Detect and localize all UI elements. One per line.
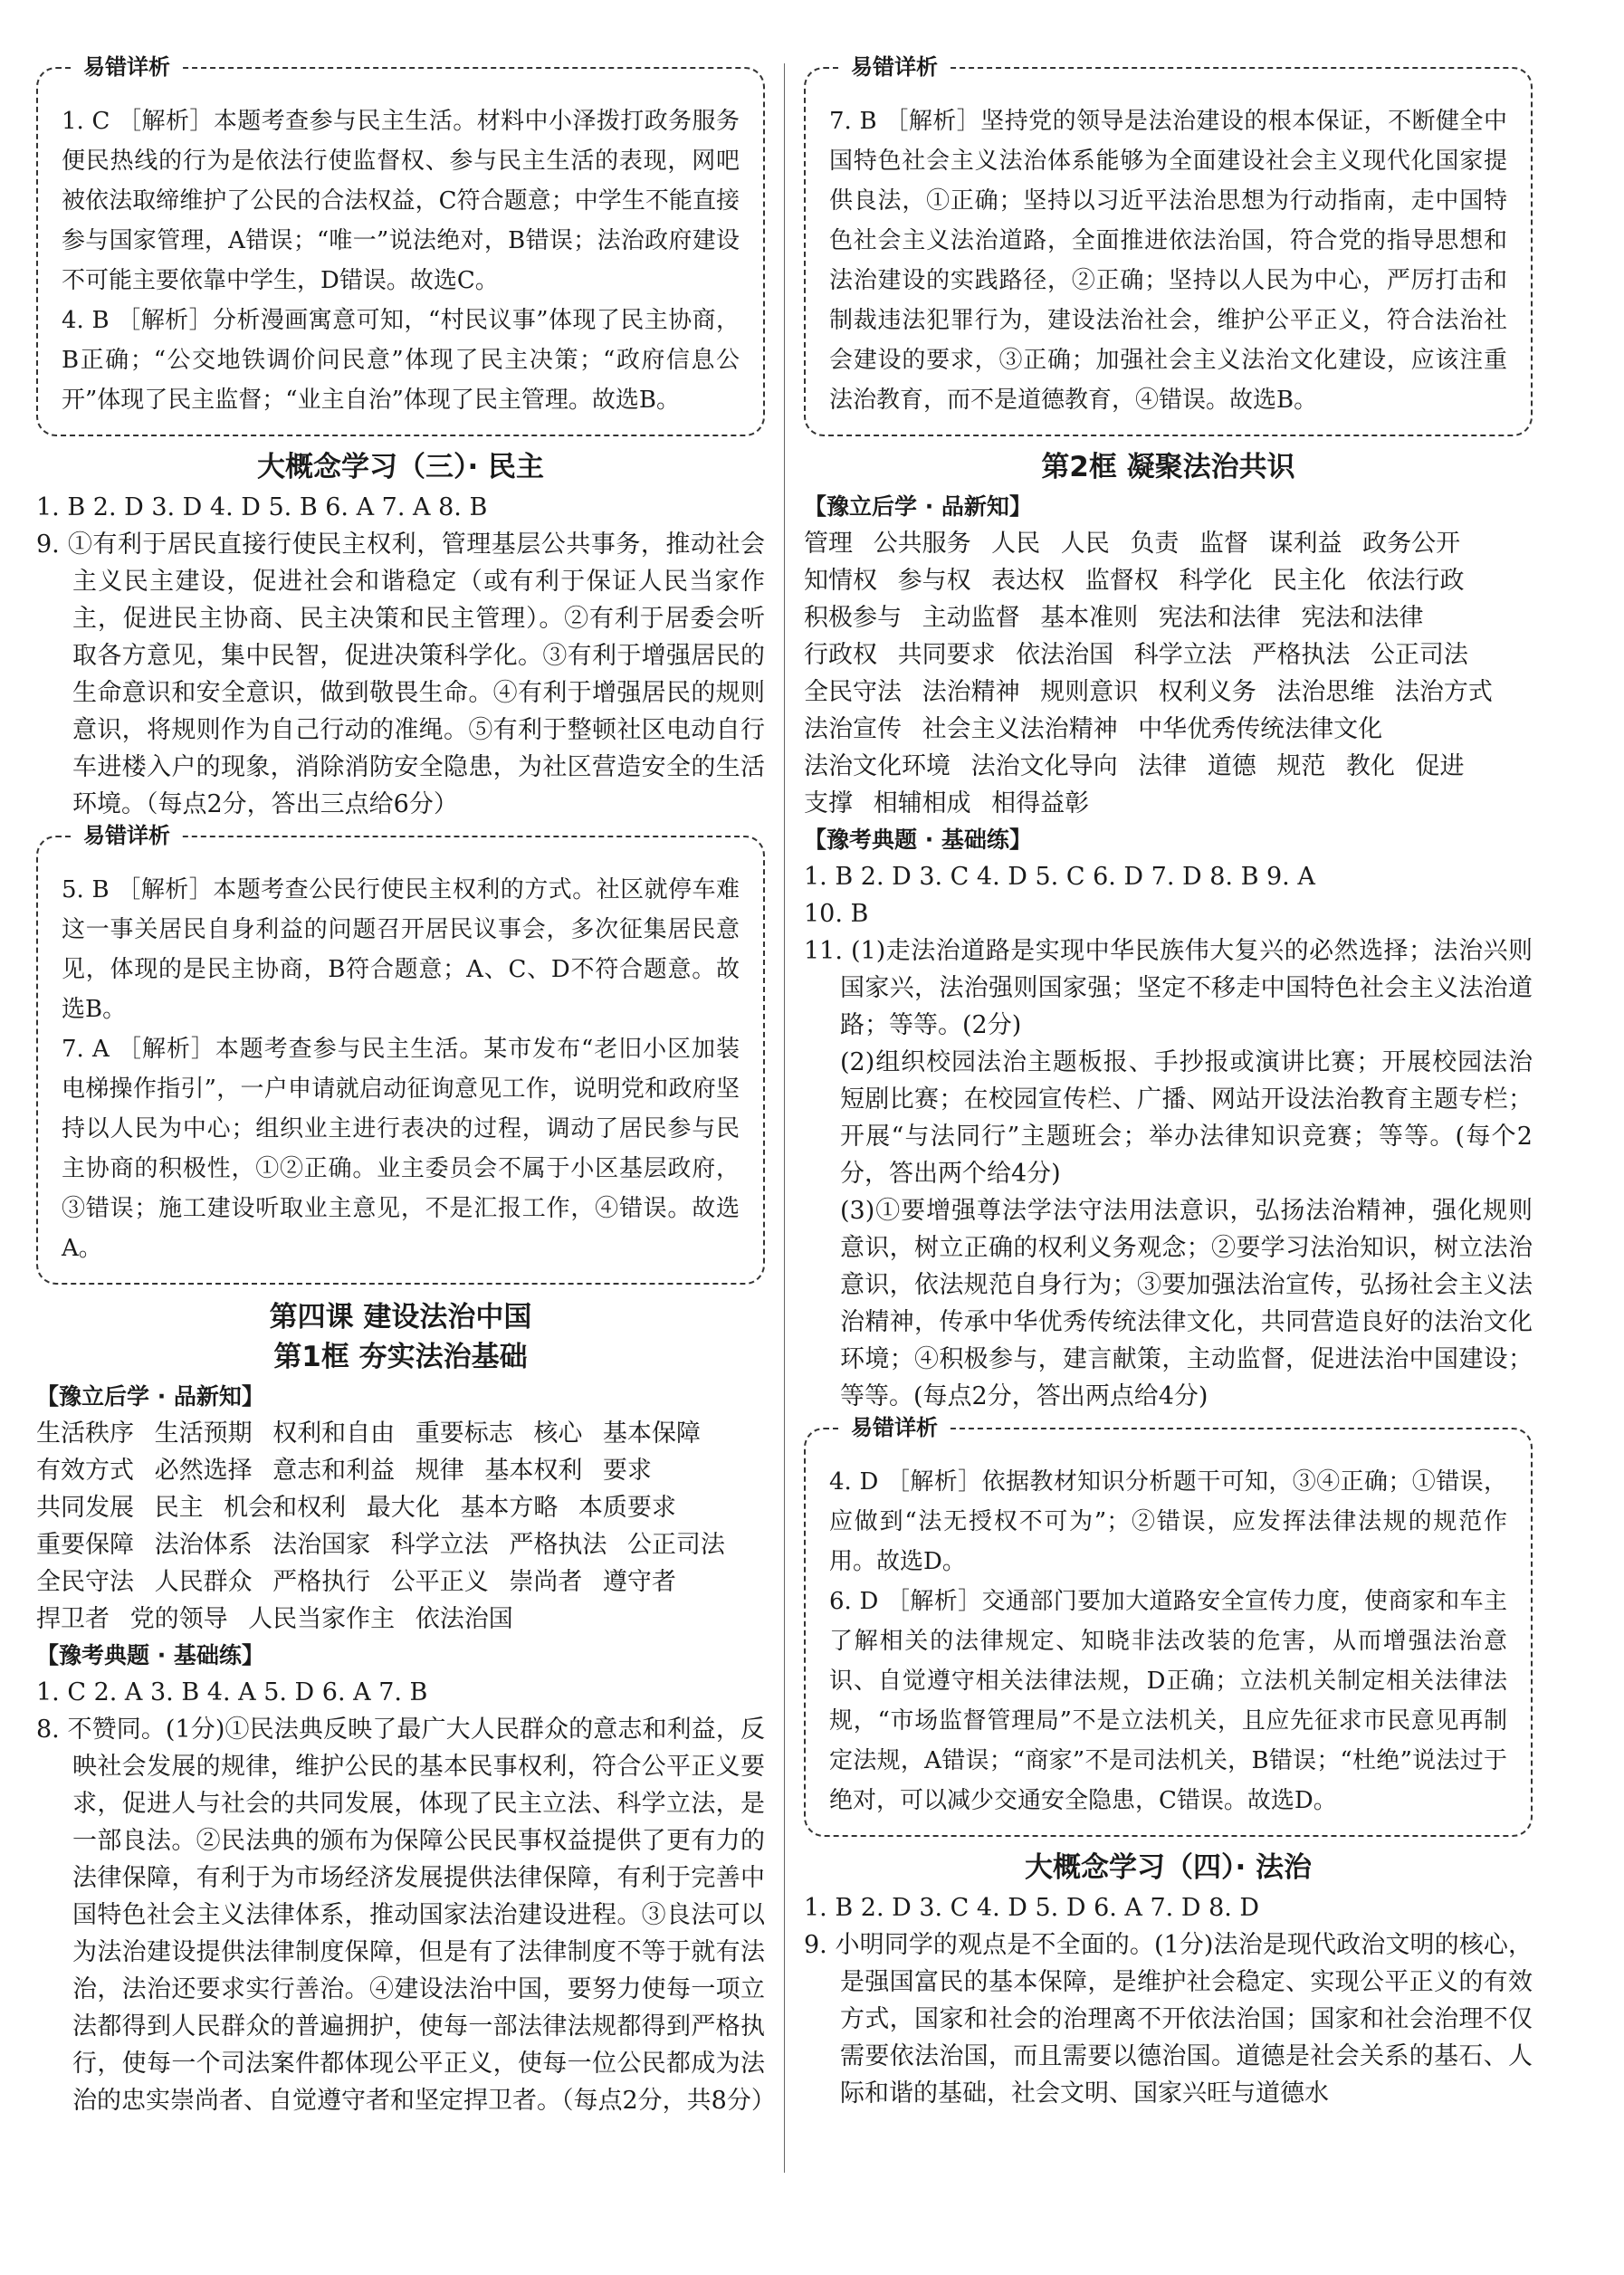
answer-line: 10. B <box>804 900 869 928</box>
keyword-line: 全民守法 人民群众 严格执行 公平正义 崇尚者 遵守者 <box>36 1568 676 1596</box>
keyword-line: 全民守法 法治精神 规则意识 权利义务 法治思维 法治方式 <box>804 678 1493 706</box>
analysis-item: 7. B ［解析］坚持党的领导是法治建设的根本保证，不断健全中国特色社会主义法治体系能够为全面建设社会主义现代化国家提供良法，①正确；坚持以习近平法治思想为行动指南，走中国特色社会主义法治道路，全面推进依法治国，符合党的指导思想和法治建设的实践路径，②正确；坚持以人民为中心，严厉打击和制裁违法犯罪行为，建设法治社会，维护公平正义，符合法治社会建设的要求，③正确；加强社会主义法治文化建设，应该注重法治教育，而不是道德教育，④错误。故选B。 <box>829 108 1507 414</box>
question-answer: 11. (1)走法治道路是实现中华民族伟大复兴的必然选择；法治兴则国家兴，法治强则国家强；坚定不移走中国特色社会主义法治道路；等等。(2分) <box>804 937 1533 1039</box>
keyword-line: 管理 公共服务 人民 人民 负责 监督 谋利益 政务公开 <box>804 530 1461 558</box>
keyword-line: 支撑 相辅相成 相得益彰 <box>804 789 1090 817</box>
section-heading: 【豫考典题 · 基础练】 <box>36 1642 264 1668</box>
analysis-item: 5. B ［解析］本题考查公民行使民主权利的方式。社区就停车难这一事关居民自身利益的问题召开居民议事会，多次征集居民意见，体现的是民主协商，B符合题意；A、C、D不符合题意。故选B。 <box>62 876 740 1023</box>
analysis-item: 6. D ［解析］交通部门要加大道路安全宣传力度，使商家和车主了解相关的法律规定、知晓非法改装的危害，从而增强法治意识、自觉遵守相关法律法规，D正确；立法机关制定相关法律法规，“市场监督管理局”不是立法机关，且应先征求市民意见再制定法规，A错误；“商家”不是司法机关，B错误；“杜绝”说法过于绝对，可以减少交通安全隐患，C错误。故选D。 <box>829 1588 1507 1814</box>
left-column <box>36 54 776 2119</box>
keyword-line: 有效方式 必然选择 意志和利益 规律 基本权利 要求 <box>36 1457 652 1485</box>
section-heading: 【豫考典题 · 基础练】 <box>804 827 1032 853</box>
question-answer: 9. ①有利于居民直接行使民主权利，管理基层公共事务，推动社会主义民主建设，促进社会和谐稳定（或有利于保证人民当家作主，促进民主协商、民主决策和民主管理）。②有利于居委会听取各方意见，集中民智，促进决策科学化。③有利于增强居民的生命意识和安全意识，做到敬畏生命。④有利于增强居民的规则意识，将规则作为自己行动的准绳。⑤有利于整顿社区电动自行车进楼入户的现象，消除消防安全隐患，为社区营造安全的生活环境。（每点2分，答出三点给6分） <box>36 531 765 818</box>
question-answer: (2)组织校园法治主题板报、手抄报或演讲比赛；开展校园法治短剧比赛；在校园宣传栏、广播、网站开设法治教育主题专栏；开展“与法同行”主题班会；举办法律知识竞赛；等等。(每个2分，答出两个给4分) <box>840 1048 1533 1188</box>
right-column <box>804 54 1533 2112</box>
analysis-item: 1. C ［解析］本题考查参与民主生活。材料中小泽拨打政务服务便民热线的行为是依法行使监督权、参与民主生活的表现，网吧被依法取缔维护了公民的合法权益，C符合题意；中学生不能直接参与国家管理，A错误；“唯一”说法绝对，B错误；法治政府建设不可能主要依靠中学生，D错误。故选C。 <box>62 108 740 294</box>
keyword-line: 共同发展 民主 机会和权利 最大化 基本方略 本质要求 <box>36 1494 676 1522</box>
error-analysis-box <box>804 54 1533 436</box>
keyword-line: 生活秩序 生活预期 权利和自由 重要标志 核心 基本保障 <box>36 1419 701 1448</box>
section-heading: 【豫立后学 · 品新知】 <box>804 493 1032 520</box>
error-analysis-box <box>36 54 765 436</box>
question-answer: 8. 不赞同。(1分)①民法典反映了最广大人民群众的意志和利益，反映社会发展的规律，维护公民的基本民事权利，符合公平正义要求，促进人与社会的共同发展，体现了民主立法、科学立法，是一部良法。②民法典的颁布为保障公民民事权益提供了更有力的法律保障，有利于为市场经济发展提供法律保障，有利于完善中国特色社会主义法律体系，推动国家法治建设进程。③良法可以为法治建设提供法律制度保障，但是有了法律制度不等于就有法治，法治还要求实行善治。④建设法治中国，要努力使每一项立法都得到人民群众的普遍拥护，使每一部法律法规都得到严格执行，使每一个司法案件都体现公平正义，使每一位公民都成为法治的忠实崇尚者、自觉遵守者和坚定捍卫者。（每点2分，共8分） <box>36 1716 776 2115</box>
answer-line: 1. B 2. D 3. C 4. D 5. D 6. A 7. D 8. D <box>804 1894 1260 1922</box>
question-answer: 9. 小明同学的观点是不全面的。(1分)法治是现代政治文明的核心，是强国富民的基本保障，是维护社会稳定、实现公平正义的有效方式，国家和社会的治理离不开依法治国；国家和社会治理不仅需要依法治国，而且需要以德治国。道德是社会关系的基石、人际和谐的基础，社会文明、国家兴旺与道德水 <box>804 1931 1533 2108</box>
column-divider <box>784 63 785 2173</box>
box-label: 易错详析 <box>72 819 181 852</box>
answer-line: 1. C 2. A 3. B 4. A 5. D 6. A 7. B <box>36 1678 428 1706</box>
error-analysis-box <box>804 1415 1533 1837</box>
answer-line: 1. B 2. D 3. C 4. D 5. C 6. D 7. D 8. B 9. A <box>804 863 1315 891</box>
box-label: 易错详析 <box>840 51 949 83</box>
keyword-line: 捍卫者 党的领导 人民当家作主 依法治国 <box>36 1605 513 1633</box>
question-answer: (3)①要增强尊法学法守法用法意识，弘扬法治精神，强化规则意识，树立正确的权利义务观念；②要学习法治知识，树立法治意识，依法规范自身行为；③要加强法治宣传，弘扬社会主义法治精神，传承中华优秀传统法律文化，共同营造良好的法治文化环境；④积极参与，建言献策，主动监督，促进法治中国建设；等等。(每点2分，答出两点给4分) <box>840 1197 1533 1410</box>
lesson-title: 第四课 建设法治中国 <box>269 1301 532 1333</box>
analysis-item: 4. B ［解析］分析漫画寓意可知，“村民议事”体现了民主协商，B正确；“公交地铁调价问民意”体现了民主决策；“政府信息公开”体现了民主监督；“业主自治”体现了民主管理。故选B。 <box>62 307 740 414</box>
keyword-line: 积极参与 主动监督 基本准则 宪法和法律 宪法和法律 <box>804 604 1424 632</box>
keyword-line: 行政权 共同要求 依法治国 科学立法 严格执法 公正司法 <box>804 641 1468 669</box>
section-heading: 【豫立后学 · 品新知】 <box>36 1383 264 1410</box>
error-analysis-box <box>36 823 765 1285</box>
answer-line: 1. B 2. D 3. D 4. D 5. B 6. A 7. A 8. B <box>36 493 488 521</box>
section-title: 大概念学习（三）· 民主 <box>256 451 545 483</box>
keyword-line: 法治宣传 社会主义法治精神 中华优秀传统法律文化 <box>804 715 1383 743</box>
frame-title: 第1框 夯实法治基础 <box>273 1341 528 1373</box>
frame-title: 第2框 凝聚法治共识 <box>1041 451 1295 483</box>
box-label: 易错详析 <box>72 51 181 83</box>
keyword-line: 知情权 参与权 表达权 监督权 科学化 民主化 依法行政 <box>804 567 1465 595</box>
section-title: 大概念学习（四）· 法治 <box>1024 1851 1313 1884</box>
analysis-item: 7. A ［解析］本题考查参与民主生活。某市发布“老旧小区加装电梯操作指引”，一户申请就启动征询意见工作，说明党和政府坚持以人民为中心；组织业主进行表决的过程，调动了居民参与民主协商的积极性，①②正确。业主委员会不属于小区基层政府，③错误；施工建设听取业主意见，不是汇报工作，④错误。故选A。 <box>62 1036 740 1262</box>
box-label: 易错详析 <box>840 1411 949 1444</box>
keyword-line: 法治文化环境 法治文化导向 法律 道德 规范 教化 促进 <box>804 752 1465 780</box>
keyword-line: 重要保障 法治体系 法治国家 科学立法 严格执法 公正司法 <box>36 1531 725 1559</box>
analysis-item: 4. D ［解析］依据教材知识分析题干可知，③④正确；①错误，应做到“法无授权不可为”；②错误，应发挥法律法规的规范作用。故选D。 <box>829 1468 1507 1575</box>
